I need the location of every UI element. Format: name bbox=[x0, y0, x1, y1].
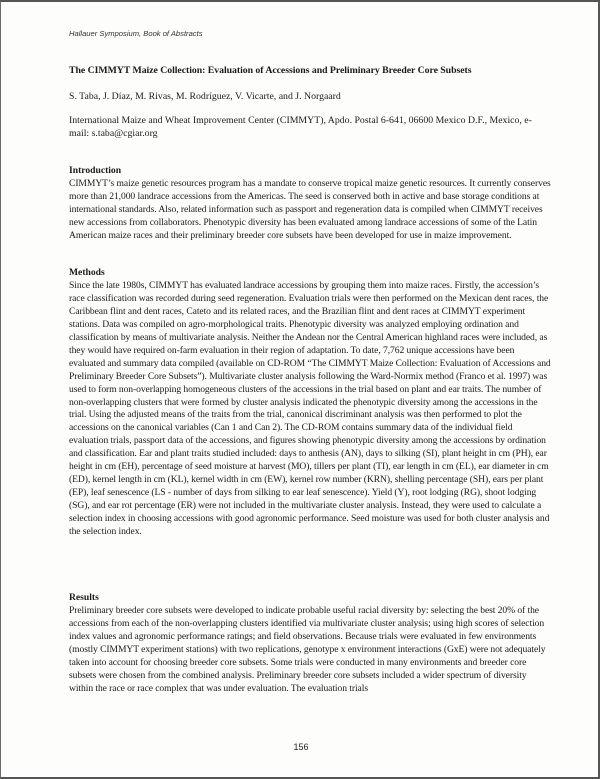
section-body: Since the late 1980s, CIMMYT has evaluated landrace accessions by grouping them into maize races. Firstly, the accession’s race classification was recorded during seed regeneration. Evaluation trials were then performed on the Mexican dent races, the Caribbean flint and dent races, Cateto and its related races, and the Brazilian flint and dent races at CIMMYT experiment stations. Data was compiled on agro-morphological traits. Phenotypic diversity was analyzed employing ordination and classification by means of multivariate analysis. Neither the Andean nor the Central American highland races were included, as they would have required on-farm evaluation in their region of adaptation. To date, 7,762 unique accessions have been evaluated and summary data compiled (available on CD-ROM “The CIMMYT Maize Collection: Evaluation of Accessions and Preliminary Breeder Core Subsets”). Multivariate cluster analysis following the Ward-Normix method (Franco et al. 1997) was used to form non-overlapping homogeneous clusters of the accessions in the trial based on plant and ear traits. The number of non-overlapping clusters that were formed by cluster analysis indicated the phenotypic diversity among the accessions in the trial. Using the adjusted means of the traits from the trial, canonical discriminant analysis was then performed to plot the accessions on the canonical variables (Can 1 and Can 2). The CD-ROM contains summary data of the individual field evaluation trials, passport data of the accessions, and figures showing phenotypic diversity among the accessions by ordination and classification. Ear and plant traits studied included: days to anthesis (AN), days to silking (SI), plant height in cm (PH), ear height in cm (EH), percentage of seed moisture at harvest (MO), tillers per plant (TI), ear length in cm (EL), ear diameter in cm (ED), kernel length in cm (KL), kernel width in cm (EW), kernel row number (KRN), shelling percentage (SH), ears per plant (EP), leaf senescence (LS - number of days from silking to ear leaf senescence). Yield (Y), root lodging (RG), shoot lodging (SG), and ear rot percentage (ER) were not included in the multivariate cluster analysis. Instead, they were used to calculate a selection index in choosing accessions with good agronomic performance. Seed moisture was used for both cluster analysis and the selection index. bbox=[69, 279, 551, 538]
author-list: S. Taba, J. Díaz, M. Rivas, M. Rodríguez, V. Vicarte, and J. Norgaard bbox=[69, 91, 341, 102]
page-number: 156 bbox=[293, 742, 309, 752]
running-head: Hallauer Symposium, Book of Abstracts bbox=[69, 29, 203, 38]
section-heading: Methods bbox=[69, 267, 105, 278]
section-body: CIMMYT’s maize genetic resources program has a mandate to conserve tropical maize genetic resources. It currently conserves more than 21,000 landrace accessions from the Americas. The seed is conserved both in active and base storage conditions at international standards. Also, related information such as passport and regeneration data is compiled when CIMMYT receives new accessions from collaborators. Phenotypic diversity has been evaluated among landrace accessions of some of the Latin American maize races and their preliminary breeder core subsets have been developed for use in maize improvement. bbox=[69, 177, 551, 241]
section-introduction bbox=[69, 165, 551, 243]
section-body: Preliminary breeder core subsets were developed to indicate probable useful racial diversity by: selecting the best 20% of the accessions from each of the non-overlapping clusters identified via multivariate cluster analysis; using high scores of selection index values and agronomic performance ratings; and field observations. Because trials were evaluated in few environments (mostly CIMMYT experiment stations) with two replications, genotype x environment interactions (GxE) were not adequately taken into account for choosing breeder core subsets. Some trials were conducted in many environments and breeder core subsets were chosen from the combined analysis. Preliminary breeder core subsets included a wider spectrum of diversity within the race or race complex that was under evaluation. The evaluation trials bbox=[69, 604, 546, 694]
paper-title: The CIMMYT Maize Collection: Evaluation of Accessions and Preliminary Breeder Core Subsets bbox=[69, 65, 472, 76]
section-heading: Introduction bbox=[69, 165, 122, 176]
affiliation: International Maize and Wheat Improvement Center (CIMMYT), Apdo. Postal 6-641, 06600 Mexico D.F., Mexico, e-mail: s.taba@cgiar.org bbox=[69, 115, 532, 139]
section-methods bbox=[69, 267, 551, 539]
section-results bbox=[69, 592, 551, 696]
section-heading: Results bbox=[69, 592, 99, 603]
